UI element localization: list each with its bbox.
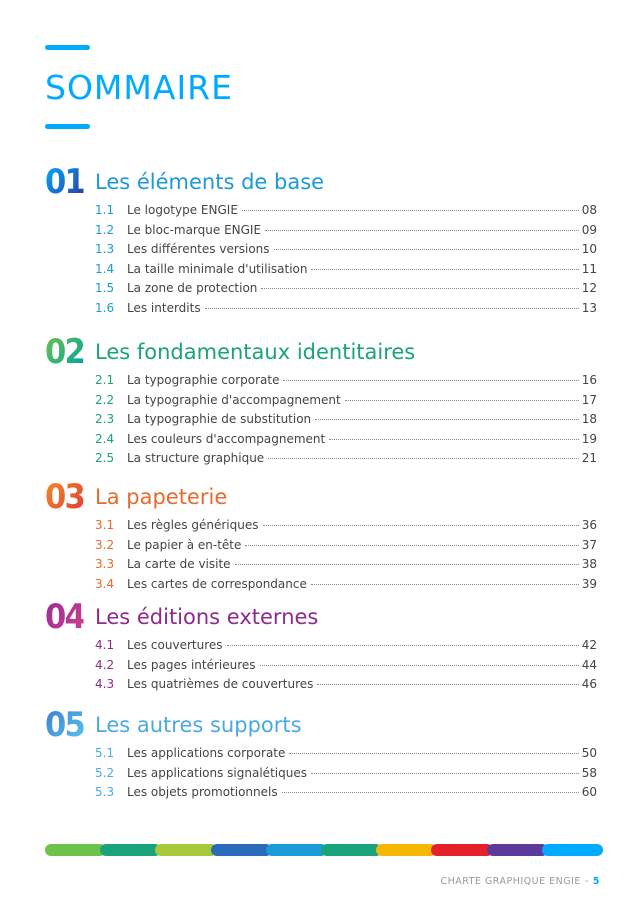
item-number: 2.3 [95,412,115,426]
toc-item [45,766,597,786]
toc-item [45,432,597,452]
item-page: 39 [581,576,597,591]
toc-item [45,638,597,658]
item-title: Le bloc-marque ENGIE [127,222,262,237]
item-page: 38 [581,557,597,571]
dot-leader [283,380,579,381]
item-title: Les applications corporate [127,746,286,760]
item-title: Les différentes versions [127,242,270,256]
item-number: 3.2 [95,537,115,552]
dot-leader [261,288,579,289]
item-number: 3.4 [95,576,115,591]
item-page: 09 [581,222,597,237]
toc-item [45,203,597,223]
item-number: 2.4 [95,431,115,446]
dot-leader [311,773,579,774]
section-number: 05 [45,705,84,745]
footer-separator: - [584,876,589,887]
section-heading: Les éditions externes [95,605,319,629]
item-number: 4.2 [95,657,115,672]
item-title: La typographie de substitution [127,412,312,426]
toc-item [45,677,597,697]
toc-item [45,658,597,678]
section-02 [45,333,597,471]
item-title: La structure graphique [127,451,265,465]
item-number: 5.2 [95,765,115,780]
item-number: 5.1 [95,746,115,760]
toc-item [45,557,597,577]
item-page: 13 [581,300,597,315]
item-page: 17 [581,392,597,407]
item-title: Le logotype ENGIE [127,203,238,217]
item-title: La zone de protection [127,281,258,295]
item-number: 3.3 [95,557,115,571]
item-title: Les cartes de correspondance [127,576,307,591]
section-heading: Les autres supports [95,713,302,737]
item-page: 19 [581,431,597,446]
item-page: 21 [581,451,597,465]
item-title: La taille minimale d'utilisation [127,261,308,276]
item-page: 12 [581,281,597,295]
item-number: 1.1 [95,203,115,217]
item-title: Les applications signalétiques [127,765,307,780]
item-number: 5.3 [95,785,115,799]
dot-leader [274,249,579,250]
item-number: 1.6 [95,300,115,315]
item-title: Les objets promotionnels [127,785,278,799]
toc-item [45,242,597,262]
item-title: Les couleurs d'accompagnement [127,431,326,446]
item-page: 18 [581,412,597,426]
item-title: Les pages intérieures [127,657,256,672]
color-segment [321,844,382,856]
toc-list [45,746,597,805]
item-number: 4.3 [95,677,115,691]
item-page: 60 [581,785,597,799]
color-segment [376,844,437,856]
item-page: 16 [581,373,597,387]
item-title: Le papier à en-tête [127,537,242,552]
toc-item [45,393,597,413]
dot-leader [227,645,579,646]
section-number: 01 [45,162,84,202]
item-title: La typographie corporate [127,373,280,387]
dot-leader [282,792,579,793]
item-page: 10 [581,242,597,256]
item-page: 08 [581,203,597,217]
section-header [45,477,597,517]
section-header [45,597,597,637]
item-number: 2.1 [95,373,115,387]
dot-leader [260,665,579,666]
toc-item [45,518,597,538]
section-heading: Les fondamentaux identitaires [95,340,416,364]
item-title: La typographie d'accompagnement [127,392,341,407]
color-segment [542,844,603,856]
toc-item [45,412,597,432]
item-page: 36 [581,518,597,532]
toc-item [45,301,597,321]
dot-leader [311,584,579,585]
item-number: 1.4 [95,261,115,276]
dot-leader [345,400,579,401]
item-title: Les interdits [127,300,201,315]
color-segment [211,844,272,856]
dot-leader [245,545,579,546]
item-page: 44 [581,657,597,672]
toc-item [45,223,597,243]
item-number: 1.2 [95,222,115,237]
item-title: La carte de visite [127,557,231,571]
page-footer [440,876,600,887]
color-stripe [45,844,597,856]
dot-leader [235,564,579,565]
toc-item [45,373,597,393]
item-page: 42 [581,638,597,652]
item-number: 2.2 [95,392,115,407]
title-bar-top [45,45,90,50]
item-number: 3.1 [95,518,115,532]
item-page: 37 [581,537,597,552]
section-number: 02 [45,332,84,372]
color-segment [266,844,327,856]
item-number: 4.1 [95,638,115,652]
dot-leader [317,684,579,685]
toc-list [45,373,597,471]
dot-leader [329,439,579,440]
section-header [45,705,597,745]
page-title: SOMMAIRE [45,68,233,107]
section-number: 03 [45,477,84,517]
section-01 [45,163,597,320]
section-05 [45,706,597,805]
dot-leader [268,458,579,459]
toc-list [45,203,597,320]
section-heading: La papeterie [95,485,228,509]
dot-leader [205,308,579,309]
toc-item [45,538,597,558]
item-number: 1.3 [95,242,115,256]
item-title: Les quatrièmes de couvertures [127,677,314,691]
toc-item [45,785,597,805]
item-page: 11 [581,261,597,276]
section-heading: Les éléments de base [95,170,325,194]
color-segment [100,844,161,856]
item-title: Les règles génériques [127,518,259,532]
footer-label: CHARTE GRAPHIQUE ENGIE [440,876,581,887]
toc-item [45,746,597,766]
dot-leader [242,210,579,211]
color-segment [155,844,216,856]
item-page: 50 [581,746,597,760]
section-03 [45,478,597,596]
section-header [45,162,597,202]
color-segment [487,844,548,856]
dot-leader [289,753,579,754]
toc-item [45,577,597,597]
toc-item [45,281,597,301]
color-segment [431,844,492,856]
page-number: 5 [592,876,600,887]
dot-leader [263,525,580,526]
dot-leader [315,419,579,420]
color-segment [45,844,106,856]
dot-leader [311,269,579,270]
toc-list [45,638,597,697]
section-number: 04 [45,597,84,637]
toc-list [45,518,597,596]
toc-item [45,451,597,471]
title-bar-bottom [45,124,90,129]
item-page: 58 [581,765,597,780]
item-number: 1.5 [95,281,115,295]
item-page: 46 [581,677,597,691]
section-header [45,332,597,372]
toc-item [45,262,597,282]
item-title: Les couvertures [127,638,223,652]
section-04 [45,598,597,697]
item-number: 2.5 [95,451,115,465]
dot-leader [265,230,579,231]
